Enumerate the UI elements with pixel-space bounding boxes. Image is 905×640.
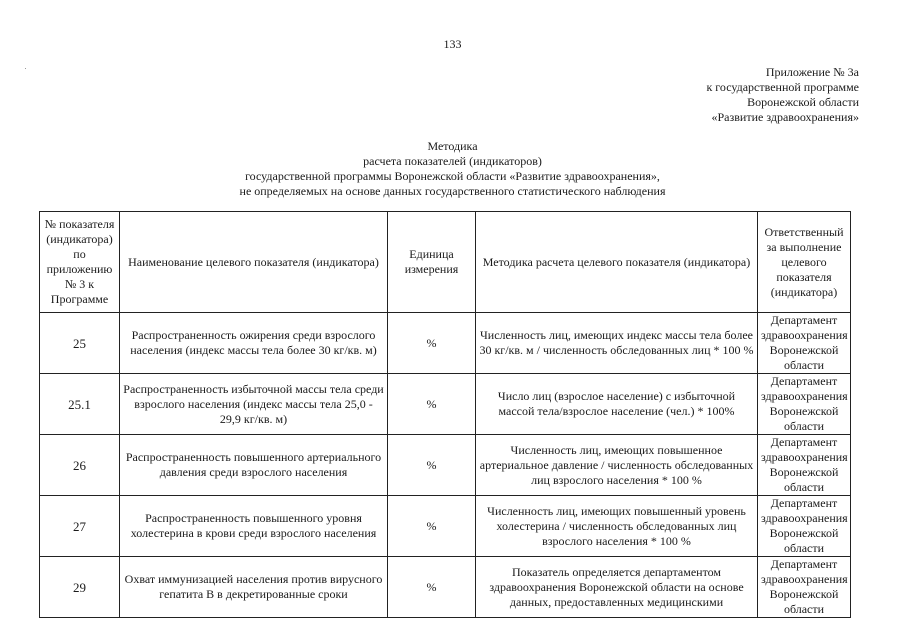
cell-method: Численность лиц, имеющих повышенный уровень холестерина / численность обследованных лиц взрослого населения * 100 %: [476, 496, 758, 557]
appendix-line: «Развитие здравоохранения»: [711, 110, 859, 124]
cell-number: 29: [40, 557, 120, 618]
title-line: государственной программы Воронежской области «Развитие здравоохранения»,: [245, 169, 660, 183]
header-number: № показателя (индикатора) по приложению № 3 к Программе: [40, 212, 120, 313]
header-responsible: Ответственный за выполнение целевого показателя (индикатора): [758, 212, 851, 313]
cell-responsible: Департамент здравоохранения Воронежской области: [758, 313, 851, 374]
cell-name: Распространенность повышенного уровня холестерина в крови среди взрослого населения: [120, 496, 388, 557]
table-row: [40, 496, 851, 557]
table-header-row: [40, 212, 851, 313]
scan-artifact: [25, 68, 26, 69]
cell-name: Распространенность ожирения среди взрослого населения (индекс массы тела более 30 кг/кв. м): [120, 313, 388, 374]
document-title: [0, 139, 905, 199]
table-row: [40, 313, 851, 374]
indicators-table: [39, 211, 851, 618]
cell-responsible: Департамент здравоохранения Воронежской области: [758, 374, 851, 435]
cell-unit: %: [388, 374, 476, 435]
cell-unit: %: [388, 313, 476, 374]
header-name: Наименование целевого показателя (индикатора): [120, 212, 388, 313]
appendix-line: Воронежской области: [747, 95, 859, 109]
cell-number: 25.1: [40, 374, 120, 435]
table-row: [40, 435, 851, 496]
cell-method: Число лиц (взрослое население) с избыточной массой тела/взрослое население (чел.) * 100%: [476, 374, 758, 435]
table-row: [40, 557, 851, 618]
cell-number: 27: [40, 496, 120, 557]
cell-method: Показатель определяется департаментом здравоохранения Воронежской области на основе данных, предоставленных медицинскими: [476, 557, 758, 618]
cell-name: Распространенность избыточной массы тела среди взрослого населения (индекс массы тела 25,0 - 29,9 кг/кв. м): [120, 374, 388, 435]
appendix-note: [706, 65, 859, 125]
page-number: 133: [443, 37, 462, 51]
header-unit: Единица измерения: [388, 212, 476, 313]
cell-name: Охват иммунизацией населения против вирусного гепатита В в декретированные сроки: [120, 557, 388, 618]
table-row: [40, 374, 851, 435]
cell-number: 25: [40, 313, 120, 374]
cell-responsible: Департамент здравоохранения Воронежской области: [758, 557, 851, 618]
appendix-line: к государственной программе: [706, 80, 859, 94]
cell-method: Численность лиц, имеющих индекс массы тела более 30 кг/кв. м / численность обследованных лиц * 100 %: [476, 313, 758, 374]
cell-unit: %: [388, 435, 476, 496]
cell-number: 26: [40, 435, 120, 496]
cell-unit: %: [388, 496, 476, 557]
title-line: не определяемых на основе данных государственного статистического наблюдения: [239, 184, 666, 198]
title-line: расчета показателей (индикаторов): [363, 154, 542, 168]
appendix-line: Приложение № 3а: [765, 65, 859, 79]
cell-responsible: Департамент здравоохранения Воронежской области: [758, 435, 851, 496]
cell-method: Численность лиц, имеющих повышенное артериальное давление / численность обследованных лиц взрослого населения * 100 %: [476, 435, 758, 496]
cell-unit: %: [388, 557, 476, 618]
cell-responsible: Департамент здравоохранения Воронежской области: [758, 496, 851, 557]
title-line: Методика: [427, 139, 478, 153]
cell-name: Распространенность повышенного артериального давления среди взрослого населения: [120, 435, 388, 496]
header-method: Методика расчета целевого показателя (индикатора): [476, 212, 758, 313]
